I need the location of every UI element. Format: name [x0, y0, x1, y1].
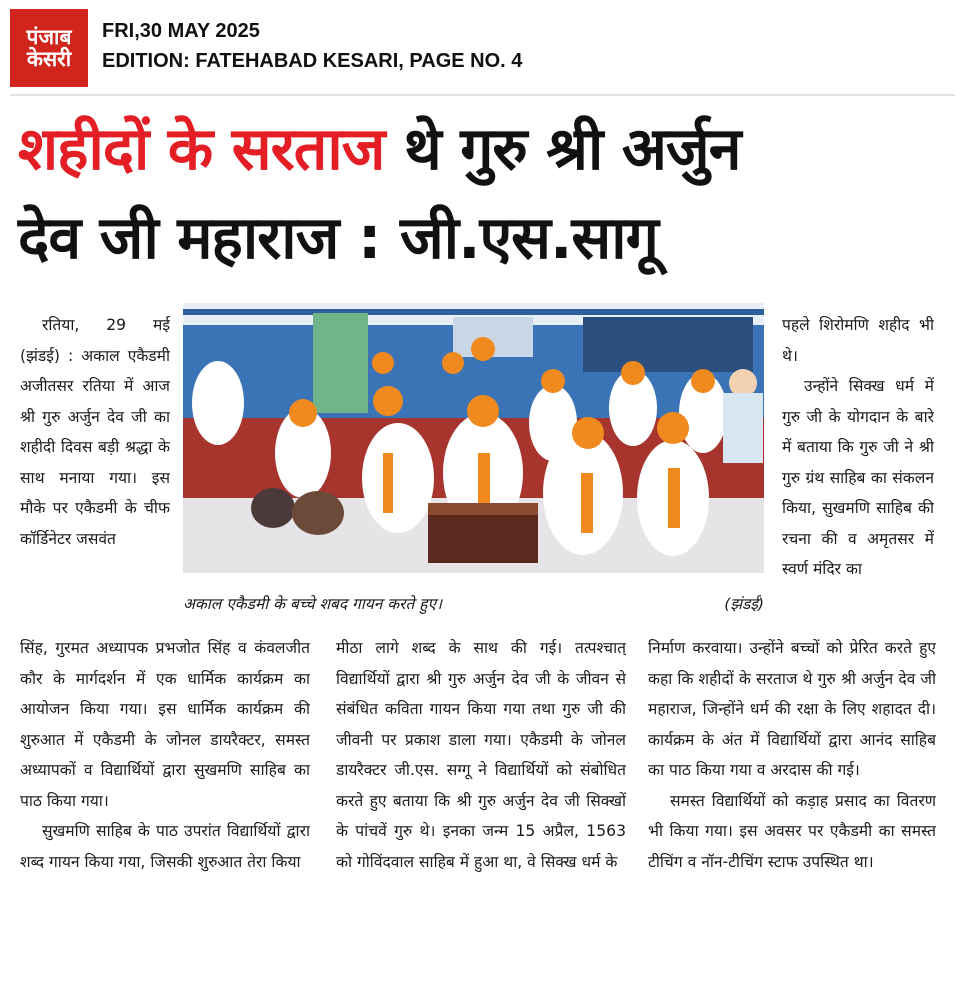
paragraph: सिंह, गुरमत अध्यापक प्रभजोत सिंह व कंवलजीत कौर के मार्गदर्शन में एक धार्मिक कार्यक्रम का आयोजन किया गया। इस धार्मिक कार्यक्रम की शुरुआत में एकैडमी के जोनल डायरैक्टर, समस्त अध्यापकों व विद्यार्थियों द्वारा सुखमणि साहिब का पाठ किया गया। — [20, 639, 310, 810]
newspaper-logo — [10, 9, 88, 87]
paragraph: पहले शिरोमणि शहीद भी थे। — [782, 316, 934, 365]
article-column-left-bottom — [20, 633, 310, 973]
caption-text: अकाल एकैडमी के बच्चे शबद गायन करते हुए। — [183, 595, 442, 613]
article-column-right-top — [782, 310, 934, 630]
paragraph: रतिया, 29 मई (झंडई) : अकाल एकैडमी अजीतसर रतिया में आज श्री गुरु अर्जुन देव जी का शहीदी दिवस बड़ी श्रद्धा के साथ मनाया गया। इस मौके पर एकैडमी के चीफ कॉर्डिनेटर जसवंत — [20, 316, 170, 548]
students-singing-shabad-image — [183, 303, 764, 573]
logo-line-2: केसरी — [26, 47, 72, 71]
edition-info: EDITION: FATEHABAD KESARI, PAGE NO. 4 — [102, 50, 523, 72]
headline-highlight: शहीदों के सरताज — [18, 114, 385, 183]
paragraph: मीठा लागे शब्द के साथ की गई। तत्पश्चात् विद्यार्थियों द्वारा श्री गुरु अर्जुन देव जी के जीवन से संबंधित कविता गायन किया गया तथा गुरु जी की जीवनी पर प्रकाश डाला गया। एकैडमी के जोनल डायरैक्टर जी.एस. सग्गू ने विद्यार्थियों को संबोधित करते हुए बताया कि श्री गुरु अर्जुन देव जी सिक्खों के पांचवें गुरु थे। इनका जन्म 15 अप्रैल, 1563 को गोविंदवाल साहिब में हुआ था, वे सिक्ख धर्म के — [336, 639, 626, 871]
headline-line-1 — [18, 104, 953, 193]
logo-line-1: पंजाब — [26, 24, 72, 49]
article-column-middle — [336, 633, 626, 973]
article-column-right-bottom — [648, 633, 936, 973]
article-photo — [183, 303, 764, 573]
publication-date: FRI,30 MAY 2025 — [102, 20, 260, 42]
headline-rest: थे गुरु श्री अर्जुन — [384, 114, 741, 183]
headline-line-2: देव जी महाराज : जी.एस.सागू — [18, 203, 658, 272]
paragraph: निर्माण करवाया। उन्होंने बच्चों को प्रेरित करते हुए कहा कि शहीदों के सरताज थे गुरु श्री अर्जुन देव जी महाराज, जिन्होंने धर्म की रक्षा के लिए शहादत दी। कार्यक्रम के अंत में विद्यार्थियों द्वारा आनंद साहिब का पाठ किया गया व अरदास की गई। — [648, 639, 936, 779]
photo-caption — [183, 592, 764, 618]
header-divider — [10, 94, 955, 96]
article-headline — [18, 104, 953, 282]
edition-meta — [102, 16, 522, 76]
paragraph: समस्त विद्यार्थियों को कड़ाह प्रसाद का वितरण भी किया गया। इस अवसर पर एकैडमी का समस्त टीचिंग व नॉन-टीचिंग स्टाफ उपस्थित था। — [648, 791, 936, 871]
paragraph: सुखमणि साहिब के पाठ उपरांत विद्यार्थियों द्वारा शब्द गायन किया गया, जिसकी शुरुआत तेरा किया — [20, 822, 310, 871]
article-column-left-top — [20, 310, 170, 602]
paragraph: उन्होंने सिक्ख धर्म में गुरु जी के योगदान के बारे में बताया कि गुरु जी ने श्री गुरु ग्रंथ साहिब का संकलन किया, सुखमणि साहिब की रचना की व अमृतसर में स्वर्ण मंदिर का — [782, 377, 934, 578]
photo-credit: (झंडई) — [724, 595, 764, 613]
